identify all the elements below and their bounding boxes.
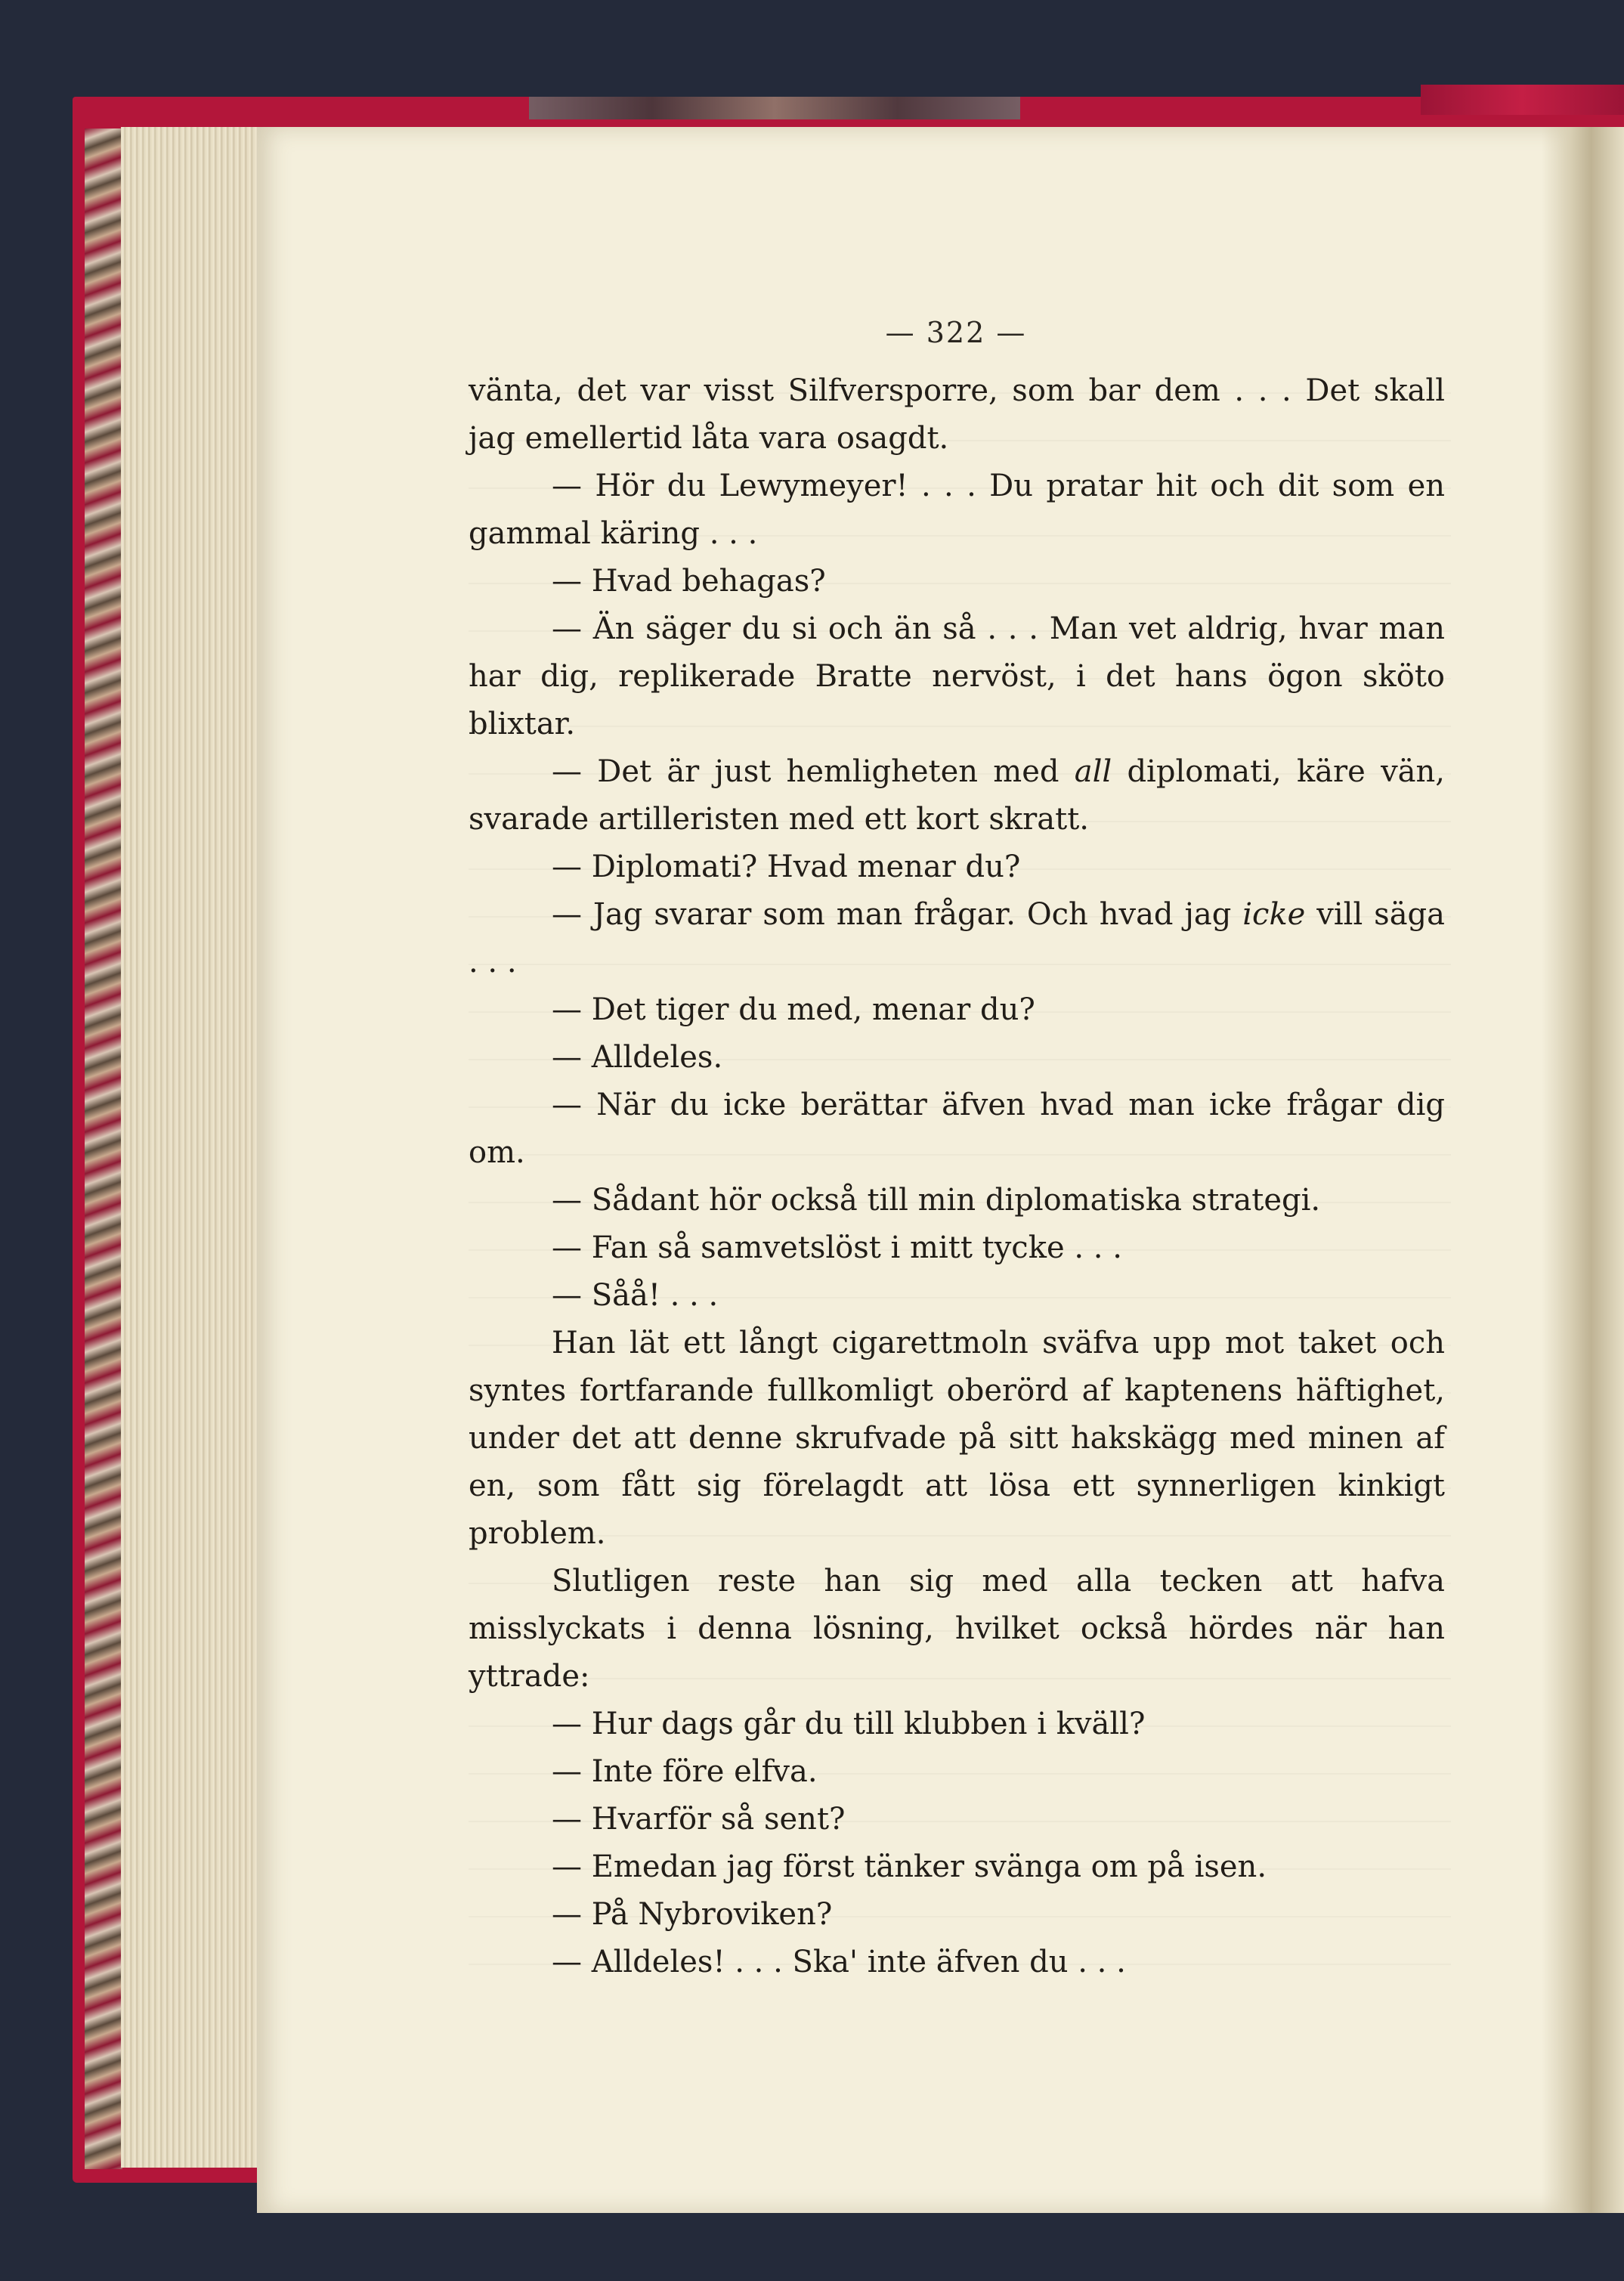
paragraph: — Fan så samvetslöst i mitt tycke . . . bbox=[552, 1230, 1122, 1265]
paragraph: — Hvarför så sent? bbox=[552, 1802, 846, 1837]
paragraph: Han lät ett långt cigarettmoln sväfva upp mot taket och syntes fortfarande fullkomligt oberörd af kaptenens häftighet, under det att denne skrufvade på sitt hakskägg med minen af en, som fått sig förelagdt att lösa ett synnerligen kinkigt problem. bbox=[469, 1326, 1445, 1551]
paragraph: — Alldeles. bbox=[552, 1040, 723, 1075]
paragraph: — Hör du Lewymeyer! . . . Du pratar hit och dit som en gammal käring . . . bbox=[469, 469, 1445, 551]
cover-spine-strip bbox=[529, 97, 1020, 119]
page-text bbox=[469, 367, 1445, 1986]
paragraph: — På Nybroviken? bbox=[552, 1897, 833, 1932]
emphasis: all bbox=[1074, 754, 1112, 789]
paragraph: — Än säger du si och än så . . . Man vet aldrig, hvar man har dig, replikerade Bratte nervöst, i det hans ögon sköto blixtar. bbox=[469, 611, 1445, 741]
cover-edge-strip bbox=[1421, 85, 1624, 115]
paragraph: — Alldeles! . . . Ska' inte äfven du . . . bbox=[552, 1945, 1126, 1979]
paragraph-text: diplomati, käre vän, svarade artilleristen med ett kort skratt. bbox=[469, 754, 1445, 837]
paragraph: — Hvad behagas? bbox=[552, 564, 826, 599]
paragraph-text: vill säga . . . bbox=[469, 897, 1446, 980]
paragraph-text: — Det är just hemligheten med bbox=[552, 754, 1075, 789]
marbled-endpaper bbox=[85, 128, 122, 2169]
paragraph: — Inte före elfva. bbox=[552, 1754, 818, 1789]
paragraph: — Såå! . . . bbox=[552, 1278, 719, 1313]
emphasis: icke bbox=[1242, 897, 1306, 932]
paragraph: — Det tiger du med, menar du? bbox=[552, 992, 1035, 1027]
paragraph: — Emedan jag först tänker svänga om på isen. bbox=[552, 1849, 1267, 1884]
page-gutter bbox=[1542, 127, 1624, 2213]
paragraph-text: — Jag svarar som man frågar. Och hvad jag bbox=[552, 897, 1243, 932]
page-stack-edges bbox=[121, 127, 264, 2168]
paragraph: — När du icke berättar äfven hvad man icke frågar dig om. bbox=[469, 1088, 1445, 1170]
paragraph bbox=[469, 748, 1445, 843]
paragraph: — Diplomati? Hvad menar du? bbox=[552, 850, 1021, 884]
paragraph: — Sådant hör också till min diplomatiska strategi. bbox=[552, 1183, 1321, 1218]
paragraph: Slutligen reste han sig med alla tecken att hafva misslyckats i denna lösning, hvilket också hördes när han yttrade: bbox=[469, 1564, 1445, 1694]
paragraph bbox=[469, 891, 1445, 986]
page-number: — 322 — bbox=[885, 316, 1027, 349]
paragraph: — Hur dags går du till klubben i kväll? bbox=[552, 1707, 1146, 1741]
paragraph: vänta, det var visst Silfversporre, som bar dem . . . Det skall jag emellertid låta vara osagdt. bbox=[469, 373, 1445, 456]
